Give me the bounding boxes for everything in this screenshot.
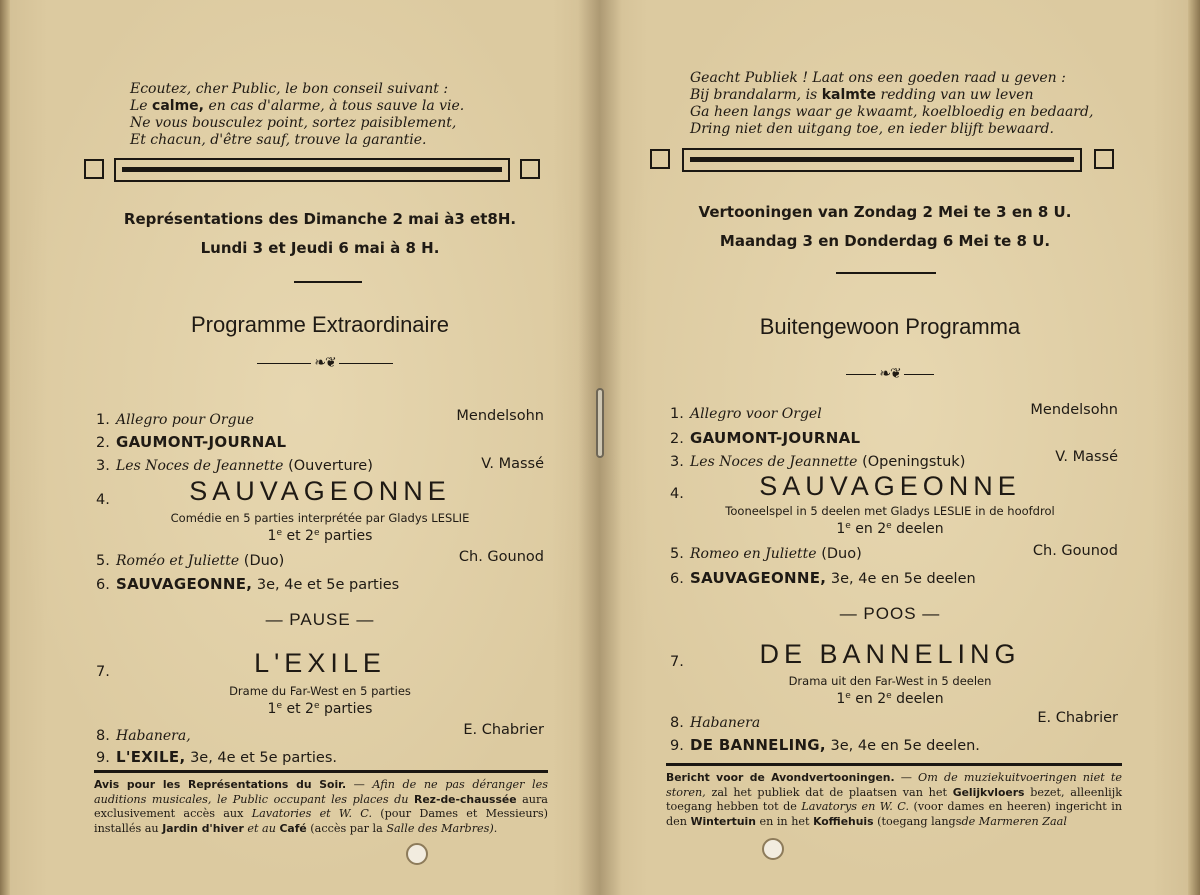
- feature-parts: [110, 701, 530, 717]
- poem-line: Ne vous bousculez point, sortez paisiblement,: [130, 115, 457, 131]
- ornamental-divider: [650, 148, 1118, 174]
- notice-rule: [666, 763, 1122, 766]
- poem-line: Et chacun, d'être sauf, trouve la garantie.: [130, 132, 427, 148]
- notice-label: Avis pour les Représentations du Soir.: [94, 778, 347, 791]
- notice-text: Jardin d'hiver: [162, 821, 244, 835]
- composer: Mendelsohn: [456, 408, 544, 424]
- program-item: [670, 406, 822, 422]
- item-number: 6.: [670, 571, 684, 587]
- feature-subtitle: Drama uit den Far-West in 5 deelen: [788, 674, 992, 688]
- item-title: GAUMONT-JOURNAL: [690, 429, 861, 447]
- evening-notice: [94, 778, 548, 836]
- notice-text: de Marmeren Zaal: [961, 814, 1067, 828]
- feature-parts: [110, 528, 530, 544]
- item-note: 3e, 4e en 5e deelen: [830, 571, 976, 587]
- notice-text: (toegang langs: [877, 814, 962, 828]
- item-title: Romeo en Juliette: [690, 546, 817, 562]
- ornamental-divider: [84, 158, 544, 184]
- item-title: Allegro pour Orgue: [116, 412, 254, 428]
- item-number: 7.: [96, 664, 110, 680]
- ornament-square: [1094, 149, 1114, 169]
- punch-hole: [406, 843, 428, 865]
- notice-text: Koffiehuis: [813, 814, 874, 828]
- item-title: Les Noces de Jeannette: [116, 458, 284, 474]
- superscript: e: [313, 701, 320, 711]
- fleuron-line: [257, 363, 311, 364]
- ornament-bar: [682, 148, 1082, 172]
- program-item: [96, 728, 191, 744]
- poem-lead: Le: [130, 98, 148, 114]
- program-item: [670, 429, 860, 447]
- feature-parts: [680, 691, 1100, 707]
- superscript: e: [313, 528, 320, 538]
- program-item: [670, 454, 965, 470]
- short-rule: [294, 281, 362, 283]
- poem-bold-word: calme,: [152, 98, 204, 114]
- dates-line: Lundi 3 et Jeudi 6 mai à 8 H.: [200, 239, 440, 257]
- parts-text: et 2: [286, 701, 314, 717]
- notice-text: —: [346, 778, 373, 791]
- notice-text: Café: [279, 821, 307, 835]
- item-note: 3e, 4e et 5e parties.: [190, 750, 338, 766]
- poem-line: Geacht Publiek ! Laat ons een goeden raad u geven :: [690, 70, 1066, 86]
- item-note: (Duo): [821, 546, 862, 562]
- item-title: SAUVAGEONNE,: [116, 575, 253, 593]
- dates-line: Représentations des Dimanche 2 mai à3 et8H.: [123, 210, 517, 228]
- ornament-bar: [114, 158, 510, 182]
- program-title: Buitengewoon Programma: [759, 314, 1021, 339]
- notice-text: Wintertuin: [690, 814, 756, 828]
- item-number: 4.: [670, 486, 684, 502]
- composer: Ch. Gounod: [458, 549, 544, 565]
- notice-rule: [94, 770, 548, 773]
- notice-text: aura exclusivement accès aux: [94, 792, 548, 820]
- ornament-square: [84, 159, 104, 179]
- parts-text: deelen: [896, 521, 944, 537]
- program-item: [670, 736, 980, 754]
- notice-text: en in het: [759, 814, 810, 828]
- item-title: SAUVAGEONNE,: [690, 569, 827, 587]
- composer: V. Massé: [481, 456, 544, 472]
- notice-text: et au: [247, 821, 276, 835]
- feature-subtitle: Tooneelspel in 5 deelen met Gladys LESLIE in de hoofdrol: [725, 504, 1055, 518]
- program-item: [670, 715, 760, 731]
- intermission: — PAUSE —: [265, 610, 375, 629]
- fleuron-ornament: ❧❦: [314, 355, 336, 371]
- parts-text: en 2: [855, 521, 887, 537]
- superscript: e: [886, 691, 892, 701]
- binding-staple: [596, 388, 604, 458]
- feature-title: DE BANNELING: [759, 639, 1021, 669]
- item-number: 1.: [670, 406, 684, 422]
- composer: E. Chabrier: [463, 722, 544, 738]
- feature-title: SAUVAGEONNE: [189, 476, 451, 506]
- item-title: DE BANNELING,: [690, 736, 826, 754]
- item-number: 4.: [96, 492, 110, 508]
- item-note: 3e, 4e et 5e parties: [256, 577, 400, 593]
- poem-line-text: en cas d'alarme, à tous sauve la vie.: [208, 98, 465, 114]
- program-item: [96, 433, 286, 451]
- item-number: 9.: [670, 738, 684, 754]
- superscript: e: [845, 521, 851, 531]
- short-rule: [836, 272, 936, 274]
- notice-text: (voor dames en heeren) ingericht in den: [666, 800, 1123, 828]
- item-number: 7.: [670, 654, 684, 670]
- fleuron-line: [339, 363, 393, 364]
- item-number: 8.: [96, 728, 110, 744]
- fleuron-line: [904, 374, 934, 375]
- item-note: (Ouverture): [288, 458, 373, 474]
- notice-text: —: [894, 771, 919, 784]
- feature-title: SAUVAGEONNE: [759, 471, 1021, 501]
- parts-text: 1: [836, 691, 846, 707]
- parts-text: en 2: [855, 691, 887, 707]
- parts-text: deelen: [896, 691, 944, 707]
- right-page-dutch: [600, 0, 1200, 895]
- parts-text: 1: [836, 521, 846, 537]
- item-number: 5.: [96, 553, 110, 569]
- punch-hole: [762, 838, 784, 860]
- fleuron-divider: [200, 355, 450, 371]
- fleuron-ornament: ❧❦: [879, 366, 901, 382]
- program-item: [96, 748, 337, 766]
- item-title: Habanera: [690, 715, 761, 731]
- poem-line: [130, 98, 464, 115]
- page-edge: [1188, 0, 1200, 895]
- composer: V. Massé: [1055, 449, 1118, 465]
- parts-text: parties: [323, 528, 373, 544]
- notice-text: (pour Dames et Messieurs) installés au: [94, 807, 549, 835]
- item-number: 3.: [96, 458, 110, 474]
- superscript: e: [845, 691, 851, 701]
- item-note: (Openingstuk): [862, 454, 966, 470]
- superscript: e: [276, 528, 283, 538]
- poem-line: Ecoutez, cher Public, le bon conseil suivant :: [130, 81, 449, 97]
- parts-text: 1: [267, 701, 277, 717]
- ornament-square: [650, 149, 670, 169]
- notice-text: zal het publiek dat de plaatsen van het: [711, 785, 947, 799]
- notice-text: Gelijkvloers: [952, 785, 1025, 799]
- performance-dates: [620, 198, 1150, 256]
- superscript: e: [276, 701, 283, 711]
- poem-line-text: Bij brandalarm, is: [690, 87, 818, 103]
- poem-line-text: redding van uw leven: [880, 87, 1034, 103]
- feature-subtitle: Drame du Far-West en 5 parties: [229, 684, 411, 698]
- program-title: Programme Extraordinaire: [191, 312, 449, 337]
- program-item: [96, 575, 399, 593]
- item-title: L'EXILE,: [116, 748, 186, 766]
- fire-safety-poem: [690, 70, 1093, 138]
- feature-parts: [680, 521, 1100, 537]
- page-edge: [0, 0, 10, 895]
- item-title: GAUMONT-JOURNAL: [116, 433, 287, 451]
- program-item: [670, 546, 862, 562]
- feature-title: L'EXILE: [254, 648, 386, 678]
- item-number: 3.: [670, 454, 684, 470]
- item-number: 8.: [670, 715, 684, 731]
- notice-text: Lavatorys en W. C.: [801, 800, 910, 813]
- item-number: 9.: [96, 750, 110, 766]
- item-number: 2.: [670, 431, 684, 447]
- notice-label: Bericht voor de Avondvertooningen.: [666, 771, 895, 784]
- notice-text: Om de muziekuitvoeringen niet te storen,: [666, 771, 1122, 799]
- poem-bold-word: kalmte: [821, 87, 877, 103]
- parts-text: parties: [323, 701, 373, 717]
- fire-safety-poem: [130, 81, 464, 149]
- evening-notice: [666, 771, 1122, 829]
- item-number: 6.: [96, 577, 110, 593]
- dates-line: Maandag 3 en Donderdag 6 Mei te 8 U.: [719, 232, 1051, 250]
- notice-text: Lavatories et W. C.: [251, 807, 373, 820]
- program-item: [96, 412, 254, 428]
- notice-text: (accès par la: [310, 821, 383, 835]
- program-item: [96, 553, 284, 569]
- poem-line: Ga heen langs waar ge kwaamt, koelbloedig en bedaard,: [690, 104, 1094, 120]
- fleuron-divider: [780, 366, 1000, 382]
- composer: Mendelsohn: [1030, 402, 1118, 418]
- program-item: [96, 458, 373, 474]
- parts-text: 1: [267, 528, 277, 544]
- performance-dates: [60, 205, 580, 263]
- notice-text: Salle des Marbres).: [386, 821, 498, 835]
- item-title: Roméo et Juliette: [116, 553, 240, 569]
- poem-line: [690, 87, 1093, 104]
- item-number: 2.: [96, 435, 110, 451]
- composer: E. Chabrier: [1037, 710, 1118, 726]
- fleuron-line: [846, 374, 876, 375]
- notice-text: Rez-de-chaussée: [414, 792, 517, 806]
- feature-subtitle: Comédie en 5 parties interprétée par Gladys LESLIE: [170, 511, 470, 525]
- item-number: 5.: [670, 546, 684, 562]
- intermission: — POOS —: [839, 604, 941, 623]
- notice-text: Afin de ne pas déranger les auditions musicales, le Public occupant les places du: [94, 778, 548, 806]
- program-item: [670, 569, 976, 587]
- superscript: e: [886, 521, 892, 531]
- item-number: 1.: [96, 412, 110, 428]
- item-title: Les Noces de Jeannette: [690, 454, 858, 470]
- item-note: 3e, 4e en 5e deelen.: [830, 738, 980, 754]
- notice-text: bezet, alleenlijk toegang hebben tot de: [666, 785, 1122, 813]
- parts-text: et 2: [286, 528, 314, 544]
- item-title: Habanera,: [116, 728, 191, 744]
- ornament-square: [520, 159, 540, 179]
- poem-line: Dring niet den uitgang toe, en ieder blijft bewaard.: [690, 121, 1054, 137]
- dates-line: Vertooningen van Zondag 2 Mei te 3 en 8 U.: [698, 203, 1072, 221]
- composer: Ch. Gounod: [1032, 543, 1118, 559]
- item-title: Allegro voor Orgel: [690, 406, 822, 422]
- item-note: (Duo): [243, 553, 285, 569]
